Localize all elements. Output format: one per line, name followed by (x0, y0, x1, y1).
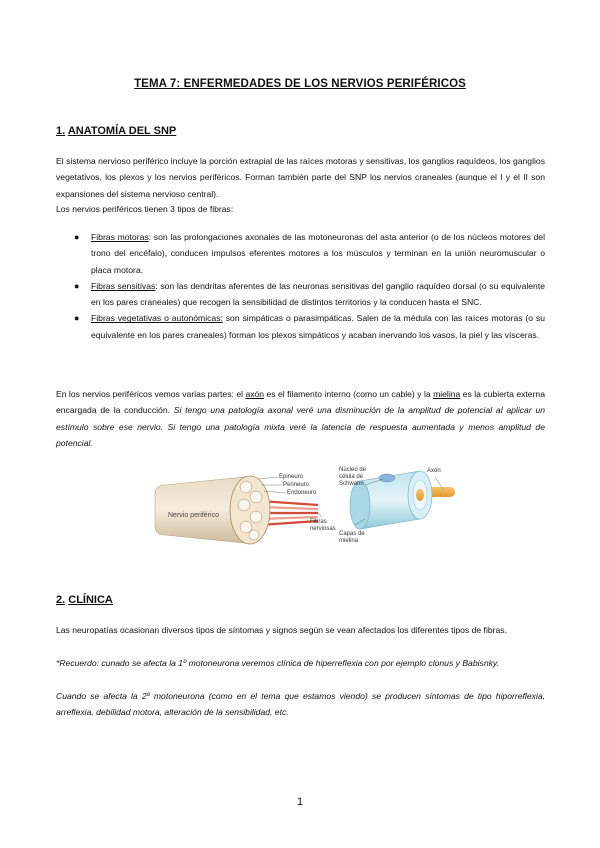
label-mielina: mielina (339, 538, 359, 544)
section-1-heading (56, 125, 176, 137)
schwann-nucleus-shape (379, 474, 395, 482)
clinical-note: Si tengo una patología axonal veré una disminución de la amplitud de potencial al aplicar un estímulo sobre ese nervio. Si tengo una patología mixta veré la latencia de respuesta aumentada y menos amplitud de potencial. (56, 405, 545, 448)
section-2-title: CLÍNICA (68, 594, 113, 606)
nerve-parts-paragraph (56, 386, 545, 451)
fiber-types-list (56, 229, 545, 343)
peripheral-nerve-figure (150, 465, 340, 555)
bullet-icon: ● (74, 280, 80, 291)
label-nucleo: Núcleo de (339, 467, 367, 473)
label-endoneuro: Endoneuro (287, 490, 317, 496)
list-item (56, 229, 545, 278)
bullet-icon: ● (74, 232, 80, 242)
label-axon: Axón (427, 468, 441, 474)
mielina-term: mielina (433, 389, 461, 399)
label-fibras: Fibras (310, 519, 327, 525)
section-1-number: 1. (56, 125, 66, 137)
text-run: es la cubierta externa encargada de la conducción. (56, 389, 545, 416)
fiber-term: Fibras sensitivas (91, 280, 156, 291)
section-2-heading (56, 594, 113, 606)
section-1-intro: El sistema nervioso periférico incluye la porción extrapial de las raíces motoras y sensitivas, los ganglios raquídeos, los ganglios vegetativos, los plexos y los nervios periféricos. Forman también parte del SNP los nervios craneales (aunque el I y el II son expansiones del sistema nervioso central). (56, 156, 545, 199)
page-number: 1 (296, 796, 304, 808)
section-2-number: 2. (56, 594, 66, 606)
fiber-description: : son las prolongaciones axonales de las motoneuronas del asta anterior (o de los núcleos motores del trono del encéfalo), conducen impulsos eferentes motores a los músculos y terminan en la unión neuromuscular o placa motora. (91, 232, 545, 275)
list-item (56, 278, 545, 311)
section-1-title: ANATOMÍA DEL SNP (67, 125, 177, 137)
second-motoneuron-note: Cuando se afecta la 2º motoneurona (como en el tema que estamos viendo) se producen síntomas de tipo hiporreflexia, arreflexia, debilidad motora, alteración de la sensibilidad, etc. (56, 691, 545, 718)
label-perineuro: Perineuro (283, 482, 310, 488)
label-schwann: Schwann (339, 481, 364, 487)
fiber-description: : son las dendritas aferentes de las neuronas sensitivas del ganglio raquídeo dorsal (o su equivalente en los pares craneales) que recogen la sensibilidad de distintos territorios y la conducen hasta el SNC. (91, 280, 546, 308)
label-nervio-periferico: Nervio periférico (168, 512, 219, 519)
axon-core-shape (416, 489, 424, 501)
fibers-intro: Los nervios periféricos tienen 3 tipos de fibras: (56, 204, 234, 214)
label-nerviosas: nerviosas (310, 526, 336, 532)
text-run: En los nervios periféricos vemos varias partes: el (56, 389, 246, 399)
reminder-note: *Recuerdo: cunado se afecta la 1º motoneurona veremos clínica de hiperreflexia con por ejemplo clonus y Babisnky. (56, 658, 499, 668)
section-2-paragraph-3 (56, 688, 545, 721)
label-capas: Capas de (339, 531, 365, 537)
section-2-paragraph-2 (56, 655, 545, 671)
fiber-term: Fibras vegetativas o autonómicas: (91, 313, 223, 324)
label-epineuro: Epineuro (279, 474, 304, 480)
myelinated-axon-figure (335, 463, 465, 548)
axon-term: axón (245, 389, 265, 399)
list-item (56, 310, 545, 343)
section-2-paragraph-1: Las neuropatías ocasionan diversos tipos de síntomas y signos según se vean afectados los diferentes tipos de fibras. (56, 625, 507, 635)
text-run: es el filamento interno (como un cable) y la (264, 389, 434, 399)
fiber-term: Fibras motoras (91, 232, 149, 242)
bullet-icon: ● (74, 313, 80, 324)
label-celula: célula de (339, 474, 364, 480)
fiber-description: son simpáticas o parasimpáticas. Salen de la médula con las raíces motoras (o su equivalente en los pares craneales) forman los plexos simpáticos y acaban inervando los vasos, la piel y las vísceras. (91, 313, 545, 340)
document-title: TEMA 7: ENFERMEDADES DE LOS NERVIOS PERIFÉRICOS (134, 78, 466, 90)
